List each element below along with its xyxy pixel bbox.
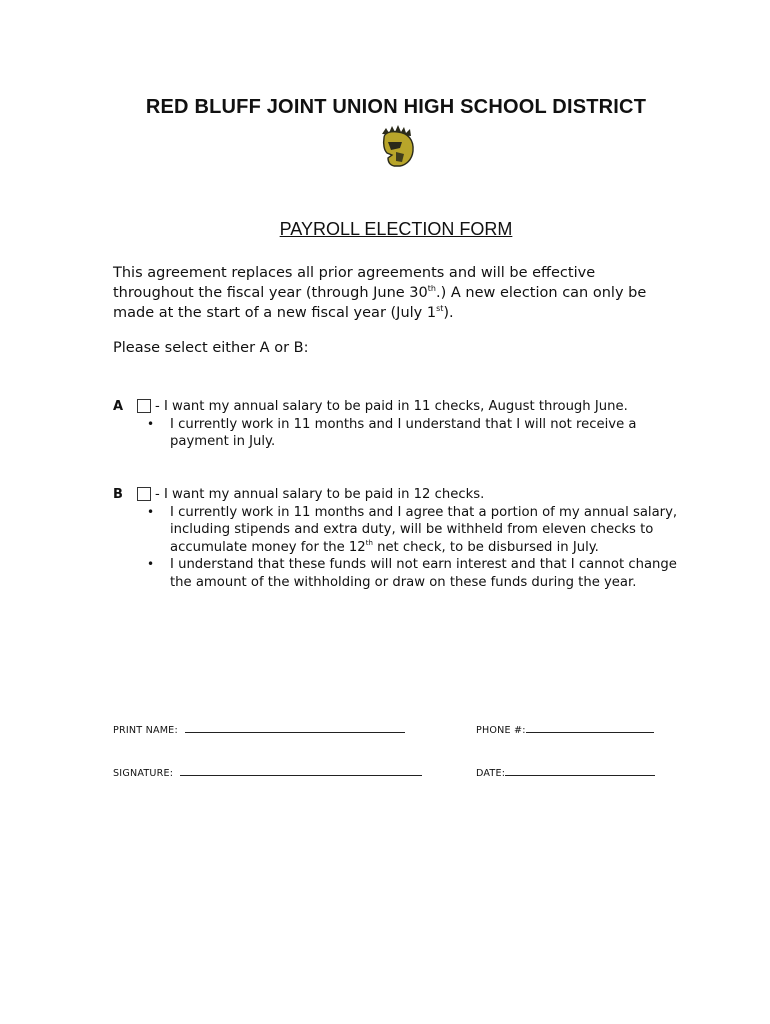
intro-text-3: ). (443, 305, 454, 321)
option-a-letter: A (113, 399, 124, 414)
intro-sup-2: st (436, 304, 444, 313)
option-a (113, 398, 713, 451)
option-b-bullet-1a: I currently work in 11 months and I agree that a portion of my annual salary, including stipends and extra duty, will be withheld from eleven checks to accumulate money for the 12 (170, 505, 678, 555)
intro-text-1: This agreement replaces all prior agreements and will be effective throughout the fiscal year (through June 30 (113, 265, 596, 301)
print-name-label: PRINT NAME: (113, 725, 178, 736)
print-name-line[interactable] (185, 724, 405, 733)
list-item (113, 556, 690, 591)
date-label: DATE: (476, 768, 506, 779)
signature-label: SIGNATURE: (113, 768, 174, 779)
intro-paragraph (113, 263, 673, 323)
option-a-bullets (113, 416, 713, 451)
signature-line[interactable] (180, 767, 422, 776)
option-b (113, 486, 713, 591)
phone-line[interactable] (526, 724, 654, 733)
bullet-icon: • (147, 417, 155, 431)
signature-field (113, 767, 422, 779)
bullet-icon: • (147, 505, 155, 519)
option-a-text: - I want my annual salary to be paid in 11 checks, August through June. (155, 399, 628, 414)
print-name-field (113, 724, 405, 736)
phone-field (476, 724, 654, 736)
option-a-checkbox[interactable] (137, 399, 151, 413)
option-b-bullet-1b: net check, to be disbursed in July. (372, 539, 599, 555)
intro-sup-1: th (427, 284, 436, 293)
selection-prompt: Please select either A or B: (113, 340, 309, 356)
date-line[interactable] (505, 767, 655, 776)
intro-text-2: .) A new election can only be made at the start of a new fiscal year (July 1 (113, 285, 647, 321)
date-field (476, 767, 655, 779)
option-b-bullet-1-sup: th (365, 538, 373, 547)
district-name: RED BLUFF JOINT UNION HIGH SCHOOL DISTRICT (145, 96, 647, 118)
phone-label: PHONE #: (476, 725, 526, 736)
option-b-bullets (113, 504, 713, 591)
option-a-bullet-1: I currently work in 11 months and I understand that I will not receive a payment in July. (170, 417, 637, 450)
list-item (113, 504, 690, 556)
form-title: PAYROLL ELECTION FORM (279, 219, 513, 239)
spartan-helmet-icon (376, 124, 418, 168)
option-b-letter: B (113, 487, 123, 502)
list-item (113, 416, 690, 451)
bullet-icon: • (147, 557, 155, 572)
option-b-text: - I want my annual salary to be paid in 12 checks. (155, 487, 485, 502)
option-b-bullet-2: I understand that these funds will not earn interest and that I cannot change the amount of the withholding or draw on these funds during the year. (170, 557, 677, 590)
option-b-checkbox[interactable] (137, 487, 151, 501)
